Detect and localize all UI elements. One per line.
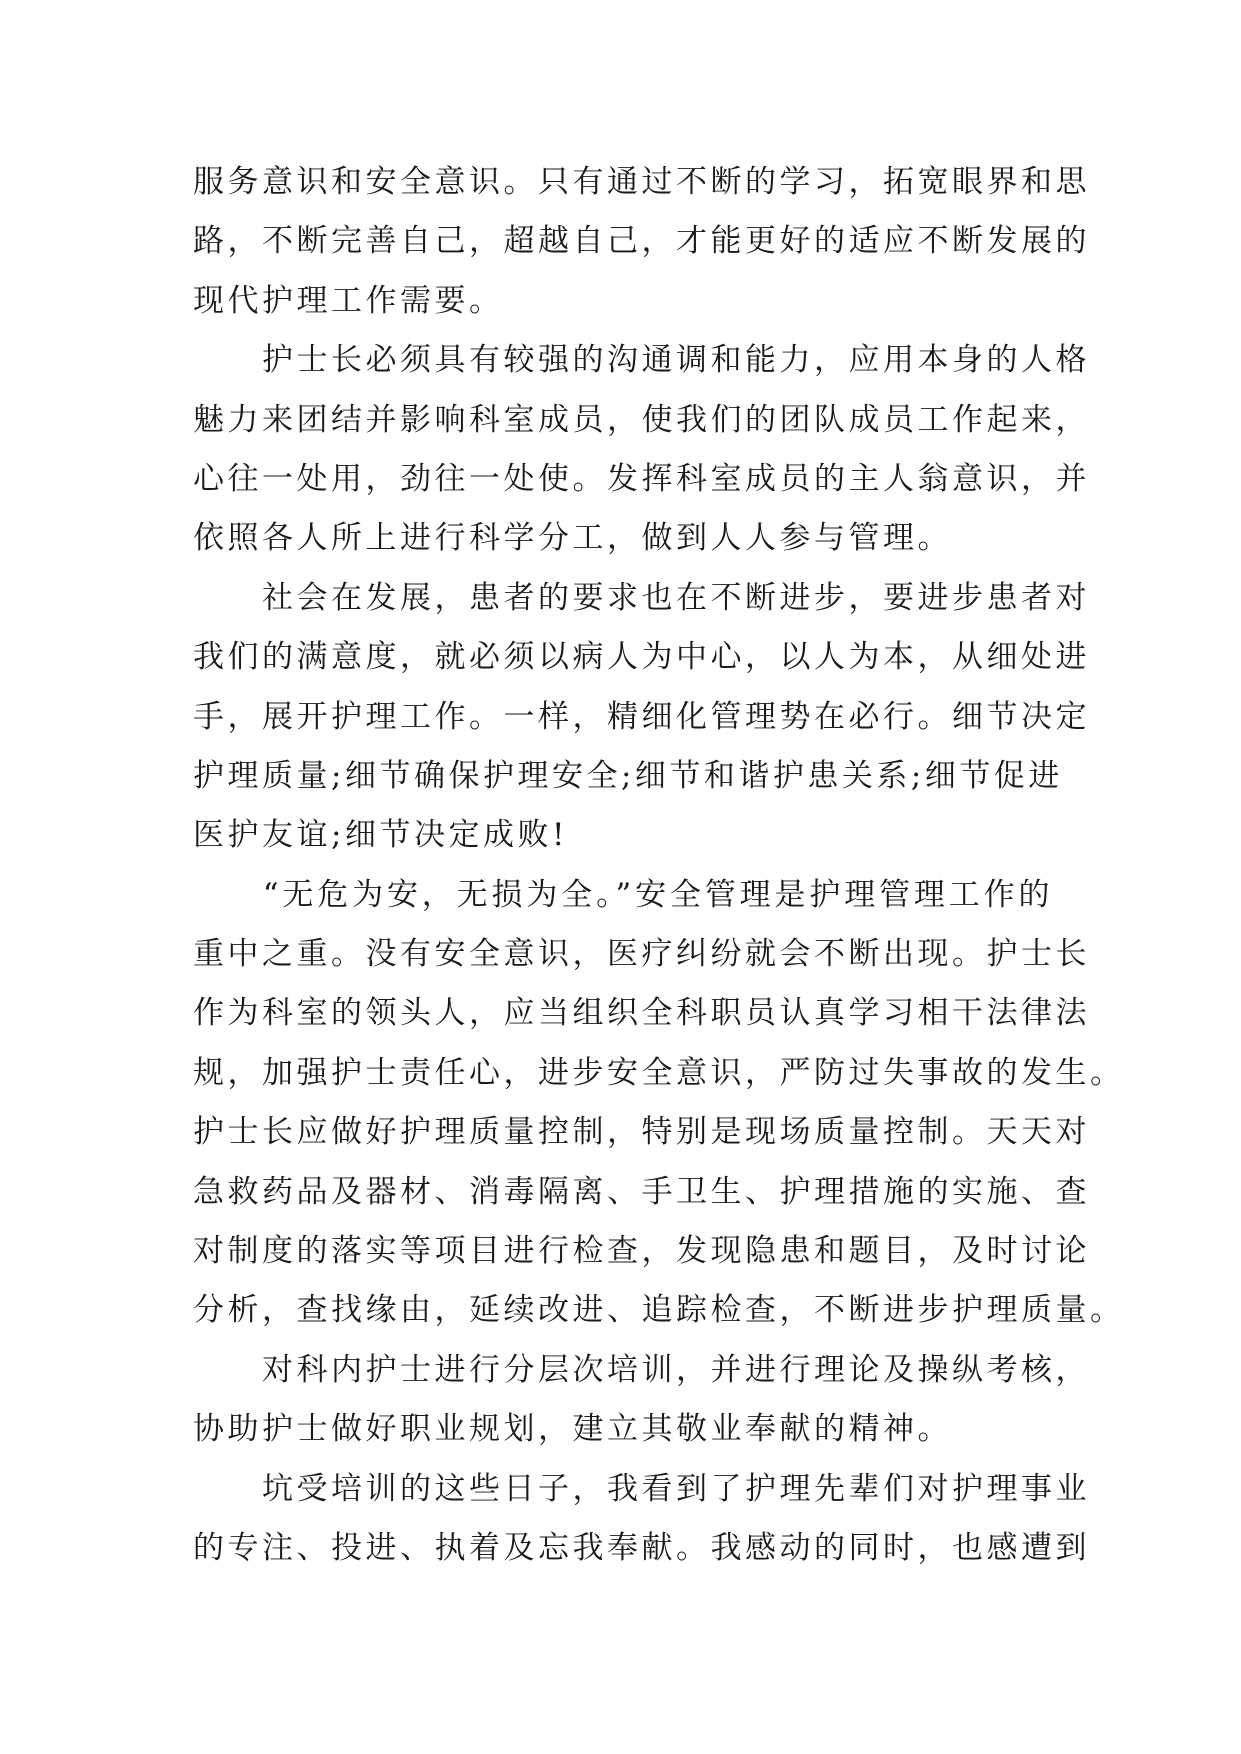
text-line: 重中之重。没有安全意识，医疗纠纷就会不断出现。护士长 [193, 936, 1090, 973]
text-line: 医护友谊;细节决定成败! [193, 817, 568, 854]
document-body [193, 153, 1125, 1578]
text-line: 的专注、投进、执着及忘我奉献。我感动的同时，也感遭到 [193, 1529, 1090, 1566]
text-line: 手，展开护理工作。一样，精细化管理势在必行。细节决定 [193, 698, 1090, 735]
text-line: 路，不断完善自己，超越自己，才能更好的适应不断发展的 [193, 223, 1090, 260]
paragraph [193, 331, 1090, 569]
text-line: 服务意识和安全意识。只有通过不断的学习，拓宽眼界和思 [193, 164, 1090, 200]
text-line: 对科内护士进行分层次培训，并进行理论及操纵考核， [193, 1351, 1090, 1388]
text-line: “无危为安，无损为全。”安全管理是护理管理工作的 [193, 876, 1053, 913]
paragraph [193, 153, 1090, 331]
paragraph [193, 866, 1125, 1341]
text-line: 现代护理工作需要。 [193, 282, 504, 319]
text-line: 护士长必须具有较强的沟通调和能力，应用本身的人格 [193, 342, 1090, 379]
text-line: 坑受培训的这些日子，我看到了护理先辈们对护理事业 [193, 1470, 1090, 1507]
paragraph [193, 1460, 1090, 1579]
text-line: 护士长应做好护理质量控制，特别是现场质量控制。天天对 [193, 1114, 1090, 1151]
text-line: 依照各人所上进行科学分工，做到人人参与管理。 [193, 520, 952, 557]
text-line: 对制度的落实等项目进行检查，发现隐患和题目，及时讨论 [193, 1233, 1090, 1270]
text-line: 我们的满意度，就必须以病人为中心，以人为本，从细处进 [193, 639, 1090, 676]
text-line: 分析，查找缘由，延续改进、追踪检查，不断进步护理质量。 [193, 1292, 1125, 1329]
text-line: 心往一处用，劲往一处使。发挥科室成员的主人翁意识，并 [193, 460, 1090, 497]
paragraph [193, 569, 1090, 866]
text-line: 魅力来团结并影响科室成员，使我们的团队成员工作起来， [193, 401, 1090, 438]
text-line: 规，加强护士责任心，进步安全意识，严防过失事故的发生。 [193, 1054, 1125, 1091]
text-line: 社会在发展，患者的要求也在不断进步，要进步患者对 [193, 579, 1090, 616]
text-line: 急救药品及器材、消毒隔离、手卫生、护理措施的实施、查 [193, 1173, 1090, 1210]
text-line: 护理质量;细节确保护理安全;细节和谐护患关系;细节促进 [193, 757, 1063, 794]
text-line: 作为科室的领头人，应当组织全科职员认真学习相干法律法 [193, 995, 1090, 1032]
paragraph [193, 1341, 1090, 1460]
text-line: 协助护士做好职业规划，建立其敬业奉献的精神。 [193, 1411, 952, 1448]
